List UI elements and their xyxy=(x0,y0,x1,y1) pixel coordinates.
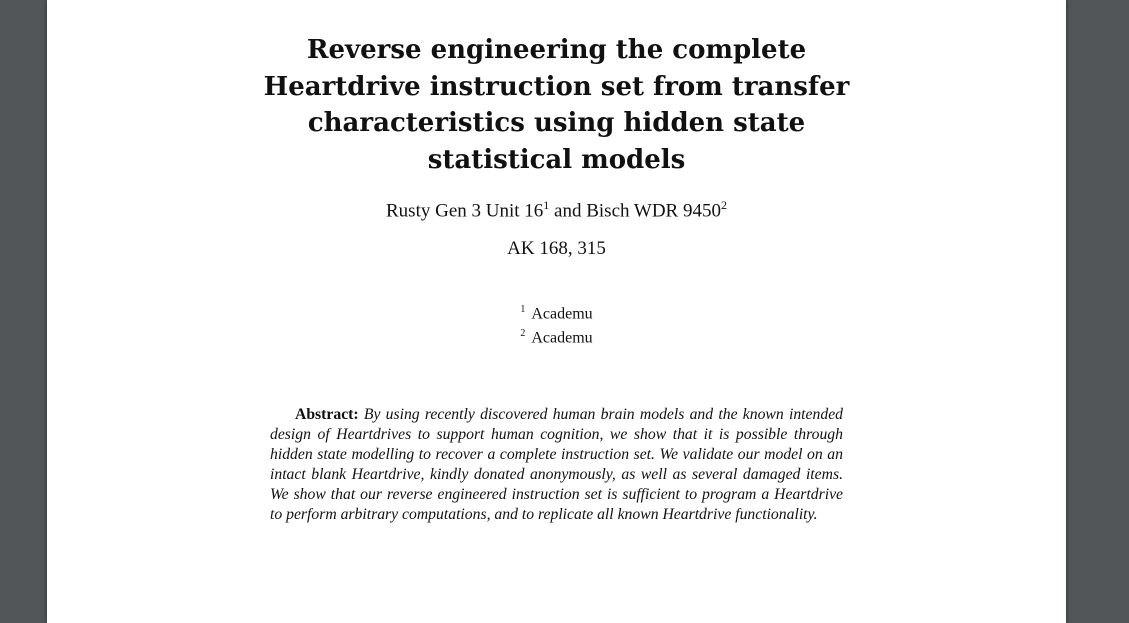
title-line: statistical models xyxy=(427,144,686,175)
affiliation xyxy=(47,324,1066,348)
author-affil-mark: 1 xyxy=(543,198,550,212)
author-affil-mark: 2 xyxy=(720,198,727,212)
affiliation-mark: 2 xyxy=(520,328,526,340)
title-line: characteristics using hidden state xyxy=(307,108,806,138)
author-list xyxy=(47,198,1066,222)
affiliation xyxy=(47,300,1066,324)
title-line: Heartdrive instruction set from transfer xyxy=(263,71,850,102)
affiliation-mark: 1 xyxy=(520,304,526,315)
document-page xyxy=(47,0,1066,623)
author-address: AK 168, 315 xyxy=(507,238,606,259)
abstract-label: Abstract: xyxy=(295,406,359,423)
affiliation-list xyxy=(47,300,1066,349)
affiliation-name: Academu xyxy=(531,305,593,323)
author-name: Bisch WDR 9450 xyxy=(586,200,721,222)
title-line: Reverse engineering the complete xyxy=(306,35,807,65)
affiliation-name: Academu xyxy=(531,329,593,347)
abstract xyxy=(270,405,843,524)
paper-title xyxy=(47,32,1066,178)
author-name: Rusty Gen 3 Unit 16 xyxy=(386,200,544,222)
abstract-text: By using recently discovered human brain models and the known intended design of Heartdrives to support human cognition, we show that it is possible through hidden state modelling to recover a complete instruction set. We validate our model on an intact blank Heartdrive, kindly donated anonymously, as well as several damaged items. We show that our reverse engineered instruction set is sufficient to program a Heartdrive to perform arbitrary computations, and to replicate all known Heartdrive functionality. xyxy=(270,406,844,523)
author-joiner: and xyxy=(554,200,582,222)
